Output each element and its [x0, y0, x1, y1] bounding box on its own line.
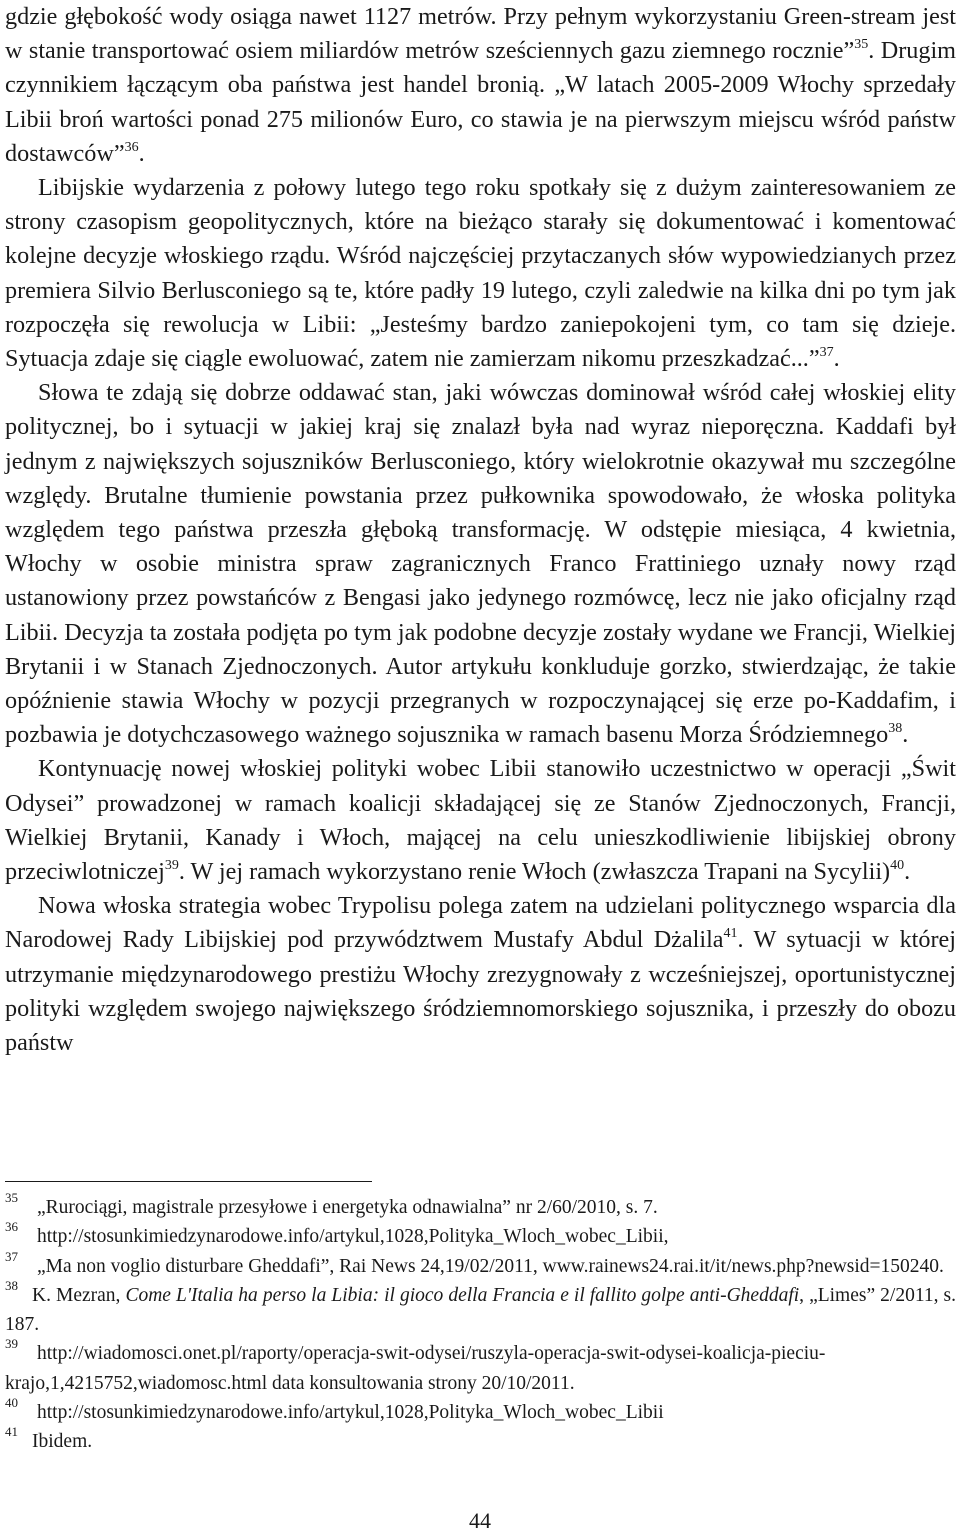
paragraph-text: . Drugim czynnikiem łączącym oba państwa jest handel bronią. „W latach 2005-2009 Włochy sprzedały Libii broń wartości ponad 275 milionów Euro, co stawia je na pierwszym miejscu wśród państw dostawców”: [5, 37, 956, 167]
footnotes: [5, 1190, 956, 1457]
paragraph-text: Kontynuację nowej włoskiej polityki wobec Libii stanowiło uczestnictwo w operacji „Świt Odysei” prowadzonej w ramach koalicji składającej się ze Stanów Zjednoczonych, Francji, Wielkiej Brytanii, Kanady i Włoch, mającej na celu unieszkodliwienie libijskiej obrony przeciwlotniczej: [5, 755, 956, 886]
footnote-39: [5, 1336, 956, 1398]
paragraph-3: [5, 376, 956, 752]
footnote-number: 40: [5, 1395, 18, 1411]
footnote-37: [5, 1248, 956, 1281]
footnote-ref-38[interactable]: 38: [888, 721, 903, 737]
paragraph-text: .: [833, 345, 840, 373]
paragraph-text: Nowa włoska strategia wobec Trypolisu polega zatem na udzielani politycznego wsparcia dla Narodowej Rady Libijskiej pod przywództwem Mustafy Abdul Dżalila: [5, 892, 956, 954]
paragraph-text: . W jej ramach wykorzystano renie Włoch (zwłaszcza Trapani na Sycylii): [178, 858, 891, 886]
paragraph-text: . W sytuacji w której utrzymanie międzynarodowego prestiżu Włochy zrezygnowały z wcześniejszej, oportunistycznej polityki względem swojego największego śródziemnomorskiego sojusznika, i przeszły do obozu państw: [5, 926, 957, 1057]
paragraph-text: Libijskie wydarzenia z połowy lutego tego roku spotkały się z dużym zainteresowaniem ze strony czasopism geopolitycznych, które na bieżąco starały się dokumentować i komentować kolejne decyzje włoskiego rządu. Wśród najczęściej przytaczanych słów wypowiedzianych przez premiera Silvio Berlusconiego są te, które padły 19 lutego, czyli zaledwie na kilka dni po tym jak rozpoczęła się rewolucja w Libii: „Jesteśmy bardzo zaniepokojeni tym, co tam się dzieje. Sytuacja zdaje się ciągle ewoluować, zatem nie zamierzam nikomu przeszkadzać...”: [5, 174, 956, 373]
body-text: [5, 0, 956, 1060]
paragraph-text: .: [904, 858, 911, 886]
footnote-40: [5, 1395, 956, 1427]
footnote-ref-35[interactable]: 35: [854, 37, 869, 53]
footnote-ref-40[interactable]: 40: [890, 858, 905, 874]
paragraph-1: [5, 0, 956, 171]
footnote-text: „Ma non voglio disturbare Gheddafi”, Rai News 24,19/02/2011, www.rainews24.rai.it/it/news.php?newsid=150240.: [37, 1255, 944, 1277]
footnote-text: K. Mezran,: [32, 1284, 126, 1306]
footnote-number: 37: [5, 1248, 18, 1264]
paragraph-text: gdzie głębokość wody osiąga nawet 1127 metrów. Przy pełnym wykorzystaniu Green-stream jest w stanie transportować osiem miliardów metrów sześciennych gazu ziemnego rocznie”: [5, 3, 956, 65]
paragraph-2: [5, 171, 956, 376]
page-number: 44: [469, 1508, 491, 1533]
footnote-text: Ibidem.: [32, 1431, 93, 1453]
paragraph-text: .: [138, 139, 145, 167]
footnote-number: 35: [5, 1190, 18, 1205]
footnote-number: 38: [5, 1277, 18, 1293]
footnote-ref-37[interactable]: 37: [819, 345, 834, 361]
footnote-number: 39: [5, 1336, 18, 1352]
footnote-text: „Rurociągi, magistrale przesyłowe i energetyka odnawialna” nr 2/60/2010, s. 7.: [37, 1197, 658, 1218]
paragraph-4: [5, 752, 956, 889]
footnote-36: [5, 1219, 956, 1251]
footnote-italic-title: Come L'Italia ha perso la Libia: il gioco della Francia e il fallito golpe anti-Gheddafi: [125, 1284, 800, 1306]
footnote-ref-39[interactable]: 39: [164, 858, 179, 874]
footnote-ref-41[interactable]: 41: [723, 926, 738, 942]
footnote-link[interactable]: http://stosunkimiedzynarodowe.info/artykul,1028,Polityka_Wloch_wobec_Libii: [37, 1402, 664, 1424]
footnote-number: 41: [5, 1424, 18, 1440]
footnote-41: [5, 1424, 956, 1456]
footnote-ref-36[interactable]: 36: [124, 139, 139, 155]
paragraph-text: Słowa te zdają się dobrze oddawać stan, jaki wówczas dominował wśród całej włoskiej elity politycznej, bo i sytuacji w jakiej kraj się znalazł była nad wyraz nieporęczna. Kaddafi był jednym z największych sojuszników Berlusconiego, który wielokrotnie okazywał mu szczególne względy. Brutalne tłumienie powstania przez pułkownika spowodowało, że włoska polityka względem tego państwa przeszła głęboką transformację. W odstępie miesiąca, 4 kwietnia, Włochy w osobie ministra spraw zagranicznych Franco Frattiniego uznały nowy rząd ustanowiony przez powstańców z Bengasi jako jedynego rozmówcę, lecz nie jako oficjalny rząd Libii. Decyzja ta została podjęta po tym jak podobne decyzje zostały wydane we Francji, Wielkiej Brytanii i w Stanach Zjednoczonych. Autor artykułu konkluduje gorzko, stwierdzając, że takie opóźnienie stawia Włochy w pozycji przegranych w rozpoczynającej się erze po-Kaddafim, i pozbawia je dotychczasowego ważnego sojusznika w ramach basenu Morza Śródziemnego: [5, 379, 956, 749]
paragraph-text: .: [902, 721, 909, 749]
footnote-separator: [5, 1181, 372, 1182]
footnote-link[interactable]: http://stosunkimiedzynarodowe.info/artykul,1028,Polityka_Wloch_wobec_Libii,: [37, 1226, 669, 1248]
paragraph-5: [5, 889, 956, 1060]
footnote-35: [5, 1190, 956, 1222]
footnote-number: 36: [5, 1219, 18, 1235]
footnote-link[interactable]: http://wiadomosci.onet.pl/raporty/operacja-swit-odysei/ruszyla-operacja-swit-odysei-koalicja-pieciu-krajo,1,4215752,wiadomosc.html data konsultowania strony 20/10/2011.: [5, 1343, 826, 1394]
footnote-38: [5, 1277, 956, 1340]
footnote-text: , „Limes” 2/2011, s. 187.: [5, 1284, 956, 1336]
